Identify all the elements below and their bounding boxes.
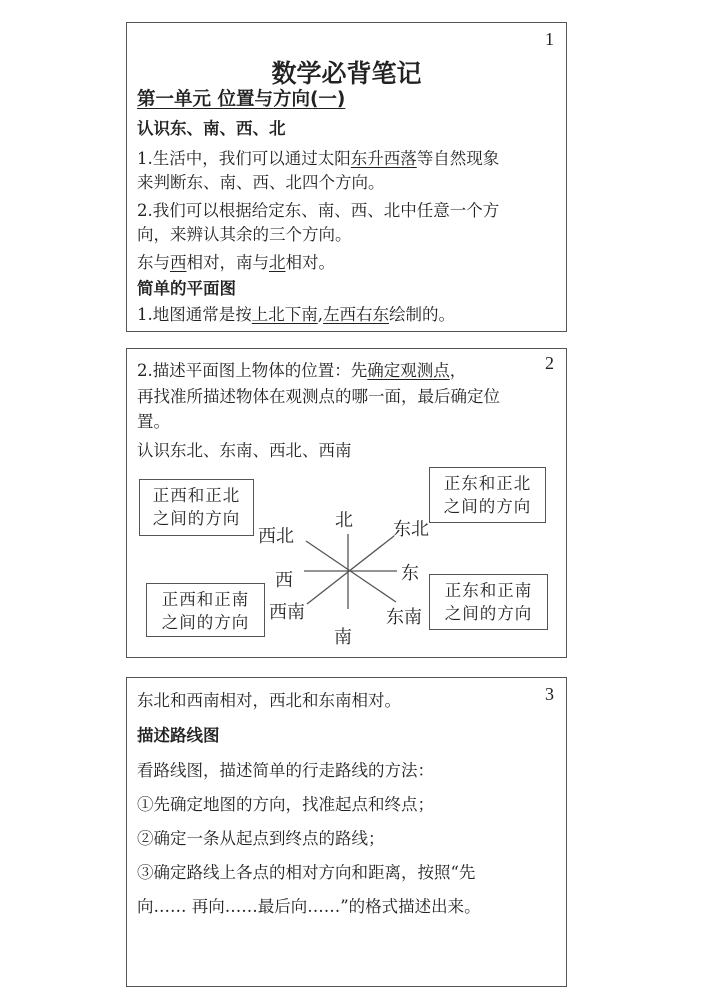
box-line: 之间的方向: [443, 497, 532, 516]
underlined-keyword: 上北下南: [251, 305, 318, 324]
section-heading-intercardinal: 认识东北、东南、西北、西南: [137, 441, 352, 460]
label-southwest: 西南: [269, 602, 305, 623]
box-line: 正西和正北: [152, 486, 241, 505]
step-3-line-1: ③确定路线上各点的相对方向和距离，按照“先: [137, 863, 476, 882]
paragraph-method-intro: 看路线图，描述简单的行走路线的方法：: [137, 761, 434, 780]
page-number: 1: [545, 29, 554, 49]
paragraph-1-line-1: [137, 148, 499, 170]
note-card-3: [126, 677, 567, 987]
label-east: 东: [401, 563, 419, 584]
underlined-keyword: 西: [170, 253, 187, 272]
diagram-box-northeast: [429, 467, 546, 523]
text: ，: [449, 361, 467, 380]
text: 东与: [137, 253, 170, 272]
page-number: 3: [545, 684, 554, 704]
page-number: 2: [545, 353, 554, 373]
diagram-box-southwest: [146, 583, 265, 637]
paragraph-2-line-1: 2.我们可以根据给定东、南、西、北中任意一个方: [137, 201, 500, 220]
label-northeast: 东北: [393, 519, 429, 540]
section-heading-floor-plan: 简单的平面图: [137, 279, 236, 298]
label-southeast: 东南: [386, 607, 422, 628]
step-1: ①先确定地图的方向，找准起点和终点；: [137, 795, 434, 814]
box-line: 正东和正南: [444, 581, 533, 600]
text: 绘制的。: [389, 305, 455, 324]
label-south: 南: [334, 627, 352, 648]
diagram-box-northwest: [139, 479, 254, 536]
text: 相对，南与: [186, 253, 269, 272]
text: 相对。: [285, 253, 335, 272]
paragraph-4: [137, 304, 455, 326]
paragraph-2-line-2: 向，来辨认其余的三个方向。: [137, 225, 352, 244]
box-line: 之间的方向: [444, 604, 533, 623]
unit-heading: 第一单元 位置与方向(一): [137, 89, 346, 110]
paragraph-1-line-3: 置。: [137, 412, 170, 431]
text: 1.生活中，我们可以通过太阳: [137, 149, 351, 168]
underlined-keyword: 北: [269, 253, 286, 272]
diagram-box-southeast: [429, 574, 548, 630]
note-card-1: [126, 22, 567, 332]
note-card-2: [126, 348, 567, 658]
underlined-keyword: 东升西落: [350, 149, 417, 168]
underlined-keyword: 左西右东: [323, 305, 389, 324]
paragraph-1-line-2: 来判断东、南、西、北四个方向。: [137, 173, 385, 192]
paragraph-opposites: 东北和西南相对，西北和东南相对。: [137, 691, 401, 710]
box-line: 正东和正北: [443, 474, 532, 493]
label-northwest: 西北: [258, 526, 294, 547]
label-west: 西: [275, 570, 293, 591]
text: 1.地图通常是按: [137, 305, 252, 324]
text: 2.描述平面图上物体的位置：先: [137, 361, 368, 380]
underlined-keyword: 确定观测点: [367, 361, 450, 380]
label-north: 北: [335, 510, 353, 531]
box-line: 之间的方向: [161, 613, 250, 632]
box-line: 正西和正南: [161, 590, 250, 609]
section-heading-route-map: 描述路线图: [137, 726, 220, 745]
box-line: 之间的方向: [152, 509, 241, 528]
section-heading-cardinal: 认识东、南、西、北: [137, 119, 286, 138]
text: ,: [317, 305, 323, 324]
document-title: 数学必背笔记: [271, 59, 422, 88]
step-2: ②确定一条从起点到终点的路线；: [137, 829, 385, 848]
paragraph-1-line-2: 再找准所描述物体在观测点的哪一面，最后确定位: [137, 387, 500, 406]
text: 等自然现象: [416, 149, 500, 168]
step-3-line-2: 向…… 再向……最后向……”的格式描述出来。: [137, 897, 481, 916]
paragraph-3: [137, 252, 335, 274]
